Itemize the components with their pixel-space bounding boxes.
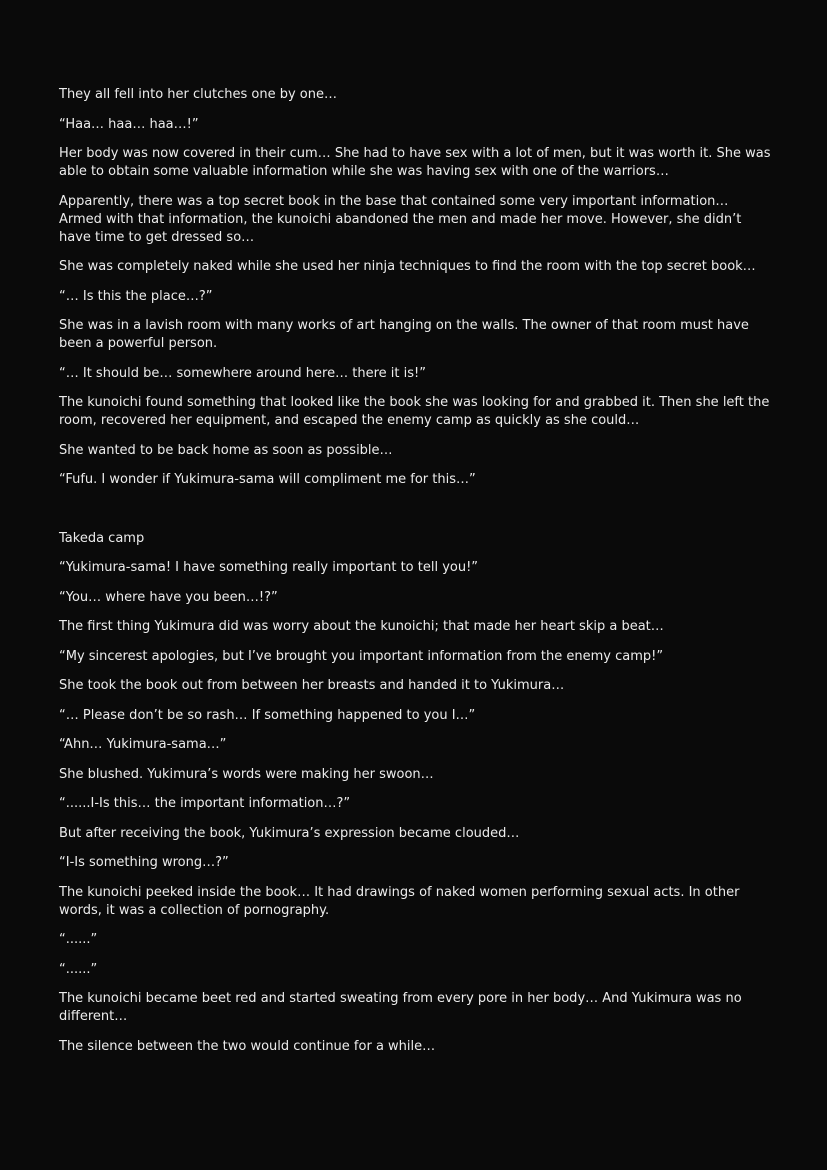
paragraph: “......”	[59, 932, 98, 947]
paragraph: She took the book out from between her breasts and handed it to Yukimura…	[59, 678, 565, 693]
paragraph: The first thing Yukimura did was worry about the kunoichi; that made her heart skip a beat…	[59, 619, 664, 634]
paragraph: But after receiving the book, Yukimura’s expression became clouded…	[59, 825, 520, 841]
paragraph: “Fufu. I wonder if Yukimura-sama will compliment me for this…”	[59, 472, 476, 487]
paragraph: They all fell into her clutches one by one…	[59, 87, 337, 102]
document-page	[59, 86, 774, 1067]
paragraph: The kunoichi became beet red and started sweating from every pore in her body… And Yukimura was no different…	[59, 991, 742, 1024]
paragraph: “My sincerest apologies, but I’ve brought you important information from the enemy camp!”	[59, 648, 664, 664]
paragraph: “… Is this the place…?”	[59, 288, 213, 304]
paragraph: “Ahn… Yukimura-sama…”	[59, 737, 227, 752]
paragraph: “… Please don’t be so rash… If something happened to you I…”	[59, 707, 476, 723]
paragraph: The silence between the two would continue for a while…	[59, 1038, 436, 1054]
paragraph: She was in a lavish room with many works of art hanging on the walls. The owner of that room must have been a powerful person.	[59, 318, 749, 351]
paragraph: “I-Is something wrong…?”	[59, 855, 229, 870]
section-break	[59, 501, 774, 530]
paragraph: “… It should be… somewhere around here… there it is!”	[59, 365, 426, 381]
paragraph: The kunoichi found something that looked like the book she was looking for and grabbed it. Then she left the room, recovered her equipment, and escaped the enemy camp as quickly as she could…	[59, 395, 770, 428]
paragraph: The kunoichi peeked inside the book… It had drawings of naked women performing sexual acts. In other words, it was a collection of pornography.	[59, 884, 740, 918]
scene-heading: Takeda camp	[59, 530, 145, 546]
paragraph: She was completely naked while she used her ninja techniques to find the room with the top secret book…	[59, 259, 756, 274]
paragraph: “......”	[59, 961, 98, 977]
paragraph: Her body was now covered in their cum… She had to have sex with a lot of men, but it was worth it. She was able to obtain some valuable information while she was having sex with one of the warriors…	[59, 146, 771, 179]
paragraph: “......I-Is this… the important information…?”	[59, 796, 351, 811]
paragraph: She wanted to be back home as soon as possible…	[59, 442, 393, 458]
paragraph: Apparently, there was a top secret book in the base that contained some very important information… Armed with that information, the kunoichi abandoned the men and made her move. However, she didn’t have time to get dressed so…	[59, 193, 742, 245]
paragraph: She blushed. Yukimura’s words were making her swoon…	[59, 766, 434, 782]
paragraph: “Haa… haa… haa…!”	[59, 116, 199, 132]
paragraph: “You… where have you been…!?”	[59, 589, 278, 605]
paragraph: “Yukimura-sama! I have something really important to tell you!”	[59, 560, 479, 575]
story-part-2	[59, 530, 774, 1056]
story-part-1	[59, 86, 774, 489]
